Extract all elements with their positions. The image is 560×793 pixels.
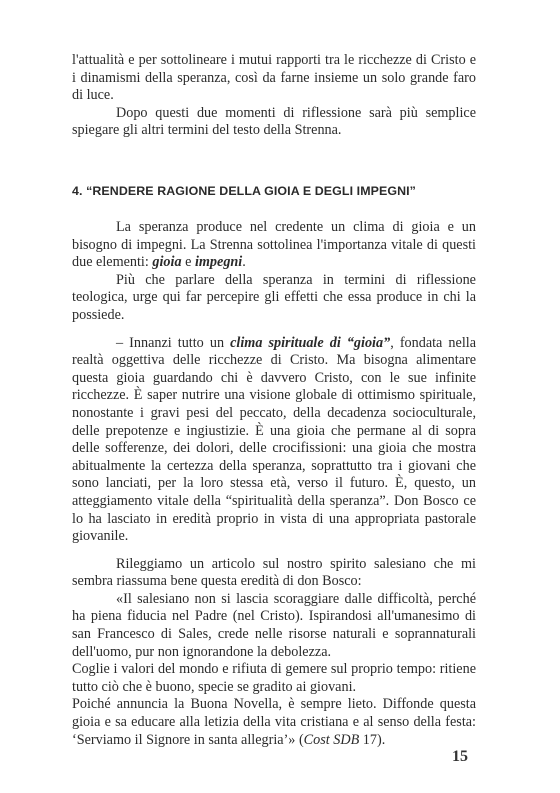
paragraph bbox=[72, 219, 476, 272]
paragraph: Più che parlare della speranza in termini di riflessione teologica, urge qui far percepire gli effetti che essa produce in chi la possiede. bbox=[72, 271, 476, 323]
text-run: . bbox=[242, 254, 246, 271]
text-run: Poiché annuncia la Buona Novella, è sempre lieto. Diffonde questa gioia e sa educare alla letizia della vita cristiana e al senso della festa: ‘Serviamo il Signore in santa allegria’» ( bbox=[72, 696, 476, 748]
paragraph: l'attualità e per sottolineare i mutui rapporti tra le ricchezze di Cristo e i dinamismi della speranza, così da farne insieme un solo grande faro di luce. bbox=[72, 52, 476, 104]
section-heading: 4. “RENDERE RAGIONE DELLA GIOIA E DEGLI IMPEGNI” bbox=[72, 184, 416, 198]
citation-text: Cost SDB bbox=[303, 731, 360, 748]
emphasis-text: impegni bbox=[194, 254, 243, 271]
text-run: 17). bbox=[359, 731, 386, 748]
quote-paragraph: «Il salesiano non si lascia scoraggiare dalle difficoltà, perché ha piena fiducia nel Padre (nel Cristo). Ispirandosi all'umanesimo di san Francesco di Sales, crede nelle risorse naturali e soprannaturali dell'uomo, pur non ignorandone la debolezza. bbox=[72, 590, 476, 660]
text-run: – Innanzi tutto un bbox=[116, 334, 231, 351]
emphasis-text: clima spirituale di “gioia” bbox=[230, 334, 391, 351]
section-body bbox=[72, 219, 476, 749]
page-number: 15 bbox=[452, 748, 468, 765]
quote-paragraph bbox=[72, 696, 476, 749]
paragraph: Dopo questi due momenti di riflessione sarà più semplice spiegare gli altri termini del testo della Strenna. bbox=[72, 104, 476, 139]
paragraph bbox=[72, 335, 476, 546]
text-run: , fondata nella realtà oggettiva delle ricchezze di Cristo. Ma bisogna alimentare questa gioia guardando chi è davvero Cristo, con le sue infinite ricchezze. È saper nutrire una visione globale di ottimismo spirituale, nonostante i gravi pesi del peccato, della decadenza socioculturale, delle prepotenze e ingiustizie. È una gioia che permane al di sopra delle sofferenze, dei dolori, delle crocifissioni: una gioia che mostra abitualmente la certezza della speranza, soprattutto tra i giovani che sono lanciati, per la loro stessa età, verso il futuro. È, questo, un atteggiamento vitale della “spiritualità della speranza”. Don Bosco ce lo ha lasciato in eredità proprio in vista di una appropriata pastorale giovanile. bbox=[72, 334, 476, 545]
paragraph: Rileggiamo un articolo sul nostro spirito salesiano che mi sembra riassuma bene questa eredità di don Bosco: bbox=[72, 555, 476, 590]
intro-text-block bbox=[72, 52, 476, 140]
text-run: e bbox=[181, 254, 195, 271]
quote-paragraph: Coglie i valori del mondo e rifiuta di gemere sul proprio tempo: ritiene tutto ciò che è buono, specie se gradito ai giovani. bbox=[72, 661, 476, 695]
text-run: La speranza produce nel credente un clima di gioia e un bisogno di impegni. La Strenna sottolinea l'importanza vitale di questi due elementi: bbox=[72, 219, 476, 271]
emphasis-text: gioia bbox=[152, 254, 182, 271]
